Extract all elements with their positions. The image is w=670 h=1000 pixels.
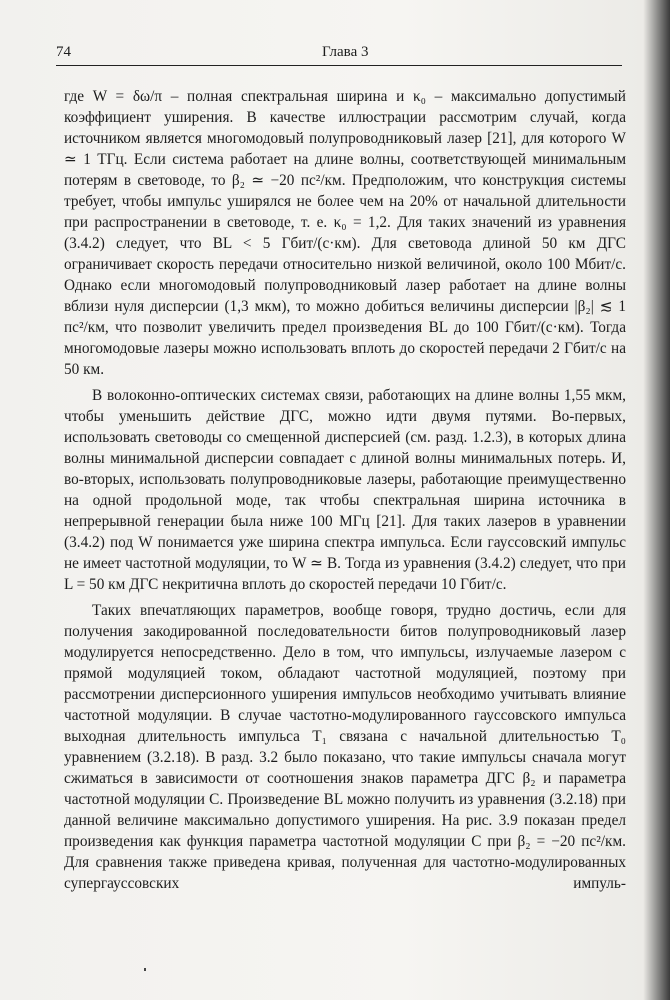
- paragraph-1: где W = δω/π – полная спектральная ширина и κ₀ – максимально допустимый коэффициент уширения. В качестве иллюстрации рассмотрим случай, когда источником является многомодовый полупроводниковый лазер [21], для которого W ≃ 1 ТГц. Если система работает на длине волны, соответствующей минимальным потерям в световоде, то β₂ ≃ −20 пс²/км. Предположим, что конструкция системы требует, чтобы импульс уширялся не более чем на 20% от начальной длительности при распространении в световоде, т. е. κ₀ = 1,2. Для таких значений из уравнения (3.4.2) следует, что BL < 5 Гбит/(с·км). Для световода длиной 50 км ДГС ограничивает скорость передачи относительно низкой величиной, около 100 Мбит/с. Однако если многомодовый полупроводниковый лазер работает на длине волны вблизи нуля дисперсии (1,3 мкм), то можно добиться величины дисперсии |β₂| ≲ 1 пс²/км, что позволит увеличить предел произведения BL до 100 Гбит/(с·км). Тогда многомодовые лазеры можно использовать вплоть до скоростей передачи 2 Гбит/с на 50 км.: [64, 88, 626, 378]
- header-rule: [56, 65, 622, 66]
- print-speck: [144, 968, 146, 971]
- chapter-title: Глава 3: [322, 44, 369, 60]
- paragraph-3: Таких впечатляющих параметров, вообще говоря, трудно достичь, если для получения закодированной последовательности битов полупроводниковый лазер модулируется непосредственно. Дело в том, что импульсы, излучаемые лазером с прямой модуляцией током, обладают частотной модуляцией, поэтому при рассмотрении дисперсионного уширения импульсов необходимо учитывать влияние частотной модуляции. В случае частотно-модулированного гауссовского импульса выходная длительность импульса T₁ связана с начальной длительностью T₀ уравнением (3.2.18). В разд. 3.2 было показано, что такие импульсы сначала могут сжиматься в зависимости от соотношения знаков параметра ДГС β₂ и параметра частотной модуляции C. Произведение BL можно получить из уравнения (3.2.18) при данной величине максимально допустимого уширения. На рис. 3.9 показан предел произведения как функция параметра частотной модуляции C при β₂ = −20 пс²/км. Для сравнения также приведена кривая, полученная для частотно-модулированных супергауссовских импуль-: [64, 602, 626, 892]
- body-text: [64, 86, 626, 894]
- paragraph-2: В волоконно-оптических системах связи, работающих на длине волны 1,55 мкм, чтобы уменьшить действие ДГС, можно идти двумя путями. Во-первых, использовать световоды со смещенной дисперсией (см. разд. 1.2.3), в которых длина волны минимальной дисперсии совпадает с длиной волны минимальных потерь. И, во-вторых, использовать полупроводниковые лазеры, работающие преимущественно на одной продольной моде, так чтобы спектральная ширина источника в непрерывной генерации была ниже 100 МГц [21]. Для таких лазеров в уравнении (3.4.2) под W понимается уже ширина спектра импульса. Если гауссовский импульс не имеет частотной модуляции, то W ≃ B. Тогда из уравнения (3.4.2) следует, что при L = 50 км ДГС некритична вплоть до скоростей передачи 10 Гбит/с.: [64, 387, 626, 593]
- page-header: [56, 44, 616, 66]
- page-number: 74: [56, 44, 71, 60]
